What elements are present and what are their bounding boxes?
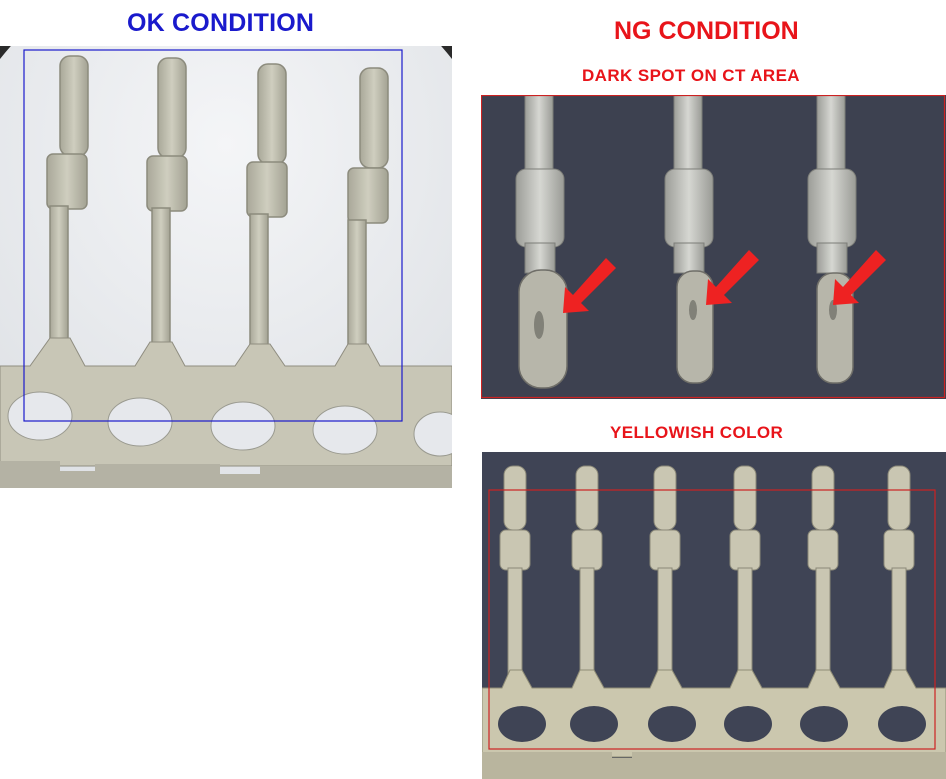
ok-condition-title: OK CONDITION [127, 9, 315, 37]
ng-condition-title: NG CONDITION [614, 17, 799, 45]
defect-label-dark-spot: DARK SPOT ON CT AREA [582, 66, 800, 85]
ok-condition-photo [0, 46, 452, 488]
defect-label-yellowish: YELLOWISH COLOR [610, 423, 784, 442]
ng-yellowish-photo [482, 452, 946, 779]
ng-dark-spot-photo [481, 95, 946, 399]
